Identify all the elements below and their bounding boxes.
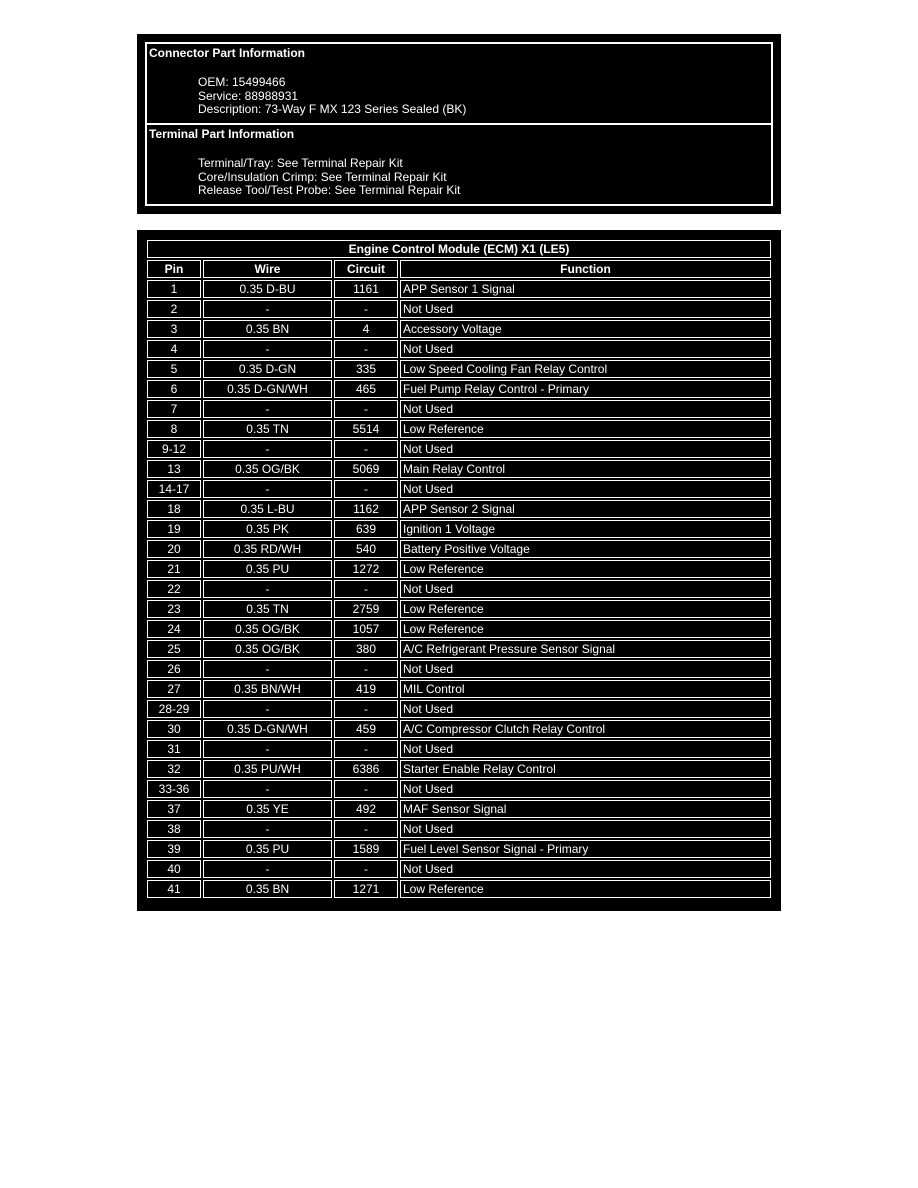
table-row <box>147 660 771 678</box>
pin-cell: 28-29 <box>147 700 201 718</box>
table-row <box>147 840 771 858</box>
header-circuit: Circuit <box>334 260 398 278</box>
function-cell: Low Reference <box>400 620 771 638</box>
circuit-cell: 492 <box>334 800 398 818</box>
function-cell: Not Used <box>400 440 771 458</box>
table-row <box>147 800 771 818</box>
connector-info-box <box>145 42 773 206</box>
function-cell: Fuel Level Sensor Signal - Primary <box>400 840 771 858</box>
function-cell: Not Used <box>400 480 771 498</box>
function-cell: MAF Sensor Signal <box>400 800 771 818</box>
terminal-part-section <box>147 125 771 198</box>
pin-cell: 33-36 <box>147 780 201 798</box>
pin-cell: 1 <box>147 280 201 298</box>
table-row <box>147 360 771 378</box>
function-cell: A/C Refrigerant Pressure Sensor Signal <box>400 640 771 658</box>
wire-cell: 0.35 OG/BK <box>203 460 332 478</box>
function-cell: Not Used <box>400 400 771 418</box>
pin-cell: 20 <box>147 540 201 558</box>
pin-cell: 6 <box>147 380 201 398</box>
table-row <box>147 820 771 838</box>
terminal-crimp: Core/Insulation Crimp: See Terminal Repair Kit <box>198 169 447 184</box>
wire-cell: 0.35 D-GN/WH <box>203 720 332 738</box>
function-cell: Not Used <box>400 660 771 678</box>
circuit-cell: 1161 <box>334 280 398 298</box>
terminal-part-title: Terminal Part Information <box>149 127 295 141</box>
pin-cell: 14-17 <box>147 480 201 498</box>
function-cell: Not Used <box>400 300 771 318</box>
pin-cell: 26 <box>147 660 201 678</box>
table-row <box>147 760 771 778</box>
circuit-cell: - <box>334 700 398 718</box>
circuit-cell: 380 <box>334 640 398 658</box>
connector-part-lines <box>198 76 769 117</box>
function-cell: MIL Control <box>400 680 771 698</box>
circuit-cell: - <box>334 740 398 758</box>
circuit-cell: - <box>334 340 398 358</box>
function-cell: Main Relay Control <box>400 460 771 478</box>
wire-cell: 0.35 TN <box>203 600 332 618</box>
table-row <box>147 600 771 618</box>
pin-cell: 25 <box>147 640 201 658</box>
table-title: Engine Control Module (ECM) X1 (LE5) <box>147 240 771 258</box>
wire-cell: 0.35 OG/BK <box>203 640 332 658</box>
function-cell: APP Sensor 2 Signal <box>400 500 771 518</box>
table-row <box>147 520 771 538</box>
function-cell: Not Used <box>400 700 771 718</box>
circuit-cell: 1162 <box>334 500 398 518</box>
pin-cell: 4 <box>147 340 201 358</box>
circuit-cell: 465 <box>334 380 398 398</box>
table-row <box>147 580 771 598</box>
circuit-cell: - <box>334 400 398 418</box>
function-cell: Starter Enable Relay Control <box>400 760 771 778</box>
wire-cell: - <box>203 700 332 718</box>
table-row <box>147 500 771 518</box>
pin-cell: 7 <box>147 400 201 418</box>
connector-part-title: Connector Part Information <box>149 46 306 60</box>
table-row <box>147 780 771 798</box>
table-row <box>147 540 771 558</box>
wire-cell: 0.35 TN <box>203 420 332 438</box>
circuit-cell: 335 <box>334 360 398 378</box>
pin-cell: 32 <box>147 760 201 778</box>
connector-service: Service: 88988931 <box>198 88 299 103</box>
pin-cell: 30 <box>147 720 201 738</box>
wire-cell: - <box>203 300 332 318</box>
connector-description: Description: 73-Way F MX 123 Series Sealed (BK) <box>198 102 467 116</box>
table-row <box>147 860 771 878</box>
circuit-cell: - <box>334 480 398 498</box>
header-wire: Wire <box>203 260 332 278</box>
wire-cell: 0.35 BN <box>203 320 332 338</box>
circuit-cell: 459 <box>334 720 398 738</box>
pinout-table <box>145 238 773 900</box>
pin-cell: 39 <box>147 840 201 858</box>
wire-cell: - <box>203 400 332 418</box>
circuit-cell: - <box>334 300 398 318</box>
function-cell: Low Reference <box>400 560 771 578</box>
function-cell: Not Used <box>400 820 771 838</box>
wire-cell: 0.35 YE <box>203 800 332 818</box>
wire-cell: - <box>203 820 332 838</box>
pin-cell: 19 <box>147 520 201 538</box>
wire-cell: - <box>203 660 332 678</box>
pin-cell: 23 <box>147 600 201 618</box>
function-cell: Low Reference <box>400 600 771 618</box>
table-row <box>147 880 771 898</box>
wire-cell: 0.35 L-BU <box>203 500 332 518</box>
wire-cell: 0.35 BN/WH <box>203 680 332 698</box>
function-cell: Low Speed Cooling Fan Relay Control <box>400 360 771 378</box>
circuit-cell: 1272 <box>334 560 398 578</box>
function-cell: Low Reference <box>400 420 771 438</box>
pin-cell: 24 <box>147 620 201 638</box>
table-row <box>147 280 771 298</box>
wire-cell: 0.35 BN <box>203 880 332 898</box>
table-body <box>147 280 771 898</box>
table-row <box>147 380 771 398</box>
table-row <box>147 640 771 658</box>
wire-cell: - <box>203 440 332 458</box>
circuit-cell: - <box>334 660 398 678</box>
pin-cell: 21 <box>147 560 201 578</box>
pin-cell: 18 <box>147 500 201 518</box>
wire-cell: - <box>203 580 332 598</box>
circuit-cell: 5514 <box>334 420 398 438</box>
pin-cell: 40 <box>147 860 201 878</box>
circuit-cell: 4 <box>334 320 398 338</box>
circuit-cell: - <box>334 440 398 458</box>
table-row <box>147 420 771 438</box>
circuit-cell: 1589 <box>334 840 398 858</box>
function-cell: Battery Positive Voltage <box>400 540 771 558</box>
circuit-cell: 419 <box>334 680 398 698</box>
terminal-part-lines <box>198 157 769 198</box>
table-header-row <box>147 260 771 278</box>
pin-cell: 31 <box>147 740 201 758</box>
header-pin: Pin <box>147 260 201 278</box>
wire-cell: - <box>203 780 332 798</box>
circuit-cell: - <box>334 780 398 798</box>
function-cell: Ignition 1 Voltage <box>400 520 771 538</box>
circuit-cell: 639 <box>334 520 398 538</box>
function-cell: Low Reference <box>400 880 771 898</box>
function-cell: Not Used <box>400 740 771 758</box>
wire-cell: 0.35 PK <box>203 520 332 538</box>
function-cell: Not Used <box>400 860 771 878</box>
wire-cell: 0.35 D-GN <box>203 360 332 378</box>
wire-cell: - <box>203 740 332 758</box>
function-cell: Accessory Voltage <box>400 320 771 338</box>
pin-cell: 22 <box>147 580 201 598</box>
terminal-release-tool: Release Tool/Test Probe: See Terminal Repair Kit <box>198 183 461 197</box>
circuit-cell: 540 <box>334 540 398 558</box>
pin-cell: 2 <box>147 300 201 318</box>
pin-cell: 27 <box>147 680 201 698</box>
table-row <box>147 320 771 338</box>
table-row <box>147 400 771 418</box>
table-row <box>147 440 771 458</box>
function-cell: Not Used <box>400 580 771 598</box>
function-cell: Not Used <box>400 340 771 358</box>
circuit-cell: 6386 <box>334 760 398 778</box>
pin-cell: 5 <box>147 360 201 378</box>
circuit-cell: 1271 <box>334 880 398 898</box>
table-row <box>147 460 771 478</box>
function-cell: APP Sensor 1 Signal <box>400 280 771 298</box>
circuit-cell: - <box>334 580 398 598</box>
function-cell: Not Used <box>400 780 771 798</box>
table-row <box>147 680 771 698</box>
wire-cell: 0.35 RD/WH <box>203 540 332 558</box>
wire-cell: - <box>203 480 332 498</box>
pin-cell: 38 <box>147 820 201 838</box>
function-cell: A/C Compressor Clutch Relay Control <box>400 720 771 738</box>
connector-info-panel <box>137 34 781 214</box>
wire-cell: 0.35 PU <box>203 840 332 858</box>
circuit-cell: 2759 <box>334 600 398 618</box>
wire-cell: 0.35 D-GN/WH <box>203 380 332 398</box>
table-row <box>147 620 771 638</box>
table-row <box>147 740 771 758</box>
table-row <box>147 300 771 318</box>
circuit-cell: - <box>334 860 398 878</box>
pin-cell: 9-12 <box>147 440 201 458</box>
table-title-row <box>147 240 771 258</box>
wire-cell: 0.35 OG/BK <box>203 620 332 638</box>
table-row <box>147 340 771 358</box>
circuit-cell: 1057 <box>334 620 398 638</box>
wire-cell: 0.35 D-BU <box>203 280 332 298</box>
table-row <box>147 560 771 578</box>
connector-oem: OEM: 15499466 <box>198 75 286 89</box>
table-row <box>147 700 771 718</box>
pin-cell: 41 <box>147 880 201 898</box>
table-row <box>147 720 771 738</box>
pin-cell: 13 <box>147 460 201 478</box>
circuit-cell: - <box>334 820 398 838</box>
pin-cell: 3 <box>147 320 201 338</box>
wire-cell: - <box>203 340 332 358</box>
connector-part-section <box>147 44 771 125</box>
circuit-cell: 5069 <box>334 460 398 478</box>
header-function: Function <box>400 260 771 278</box>
wire-cell: - <box>203 860 332 878</box>
pin-cell: 37 <box>147 800 201 818</box>
wire-cell: 0.35 PU <box>203 560 332 578</box>
table-row <box>147 480 771 498</box>
wire-cell: 0.35 PU/WH <box>203 760 332 778</box>
pin-cell: 8 <box>147 420 201 438</box>
pinout-table-panel <box>137 230 781 911</box>
terminal-tray: Terminal/Tray: See Terminal Repair Kit <box>198 156 403 170</box>
function-cell: Fuel Pump Relay Control - Primary <box>400 380 771 398</box>
